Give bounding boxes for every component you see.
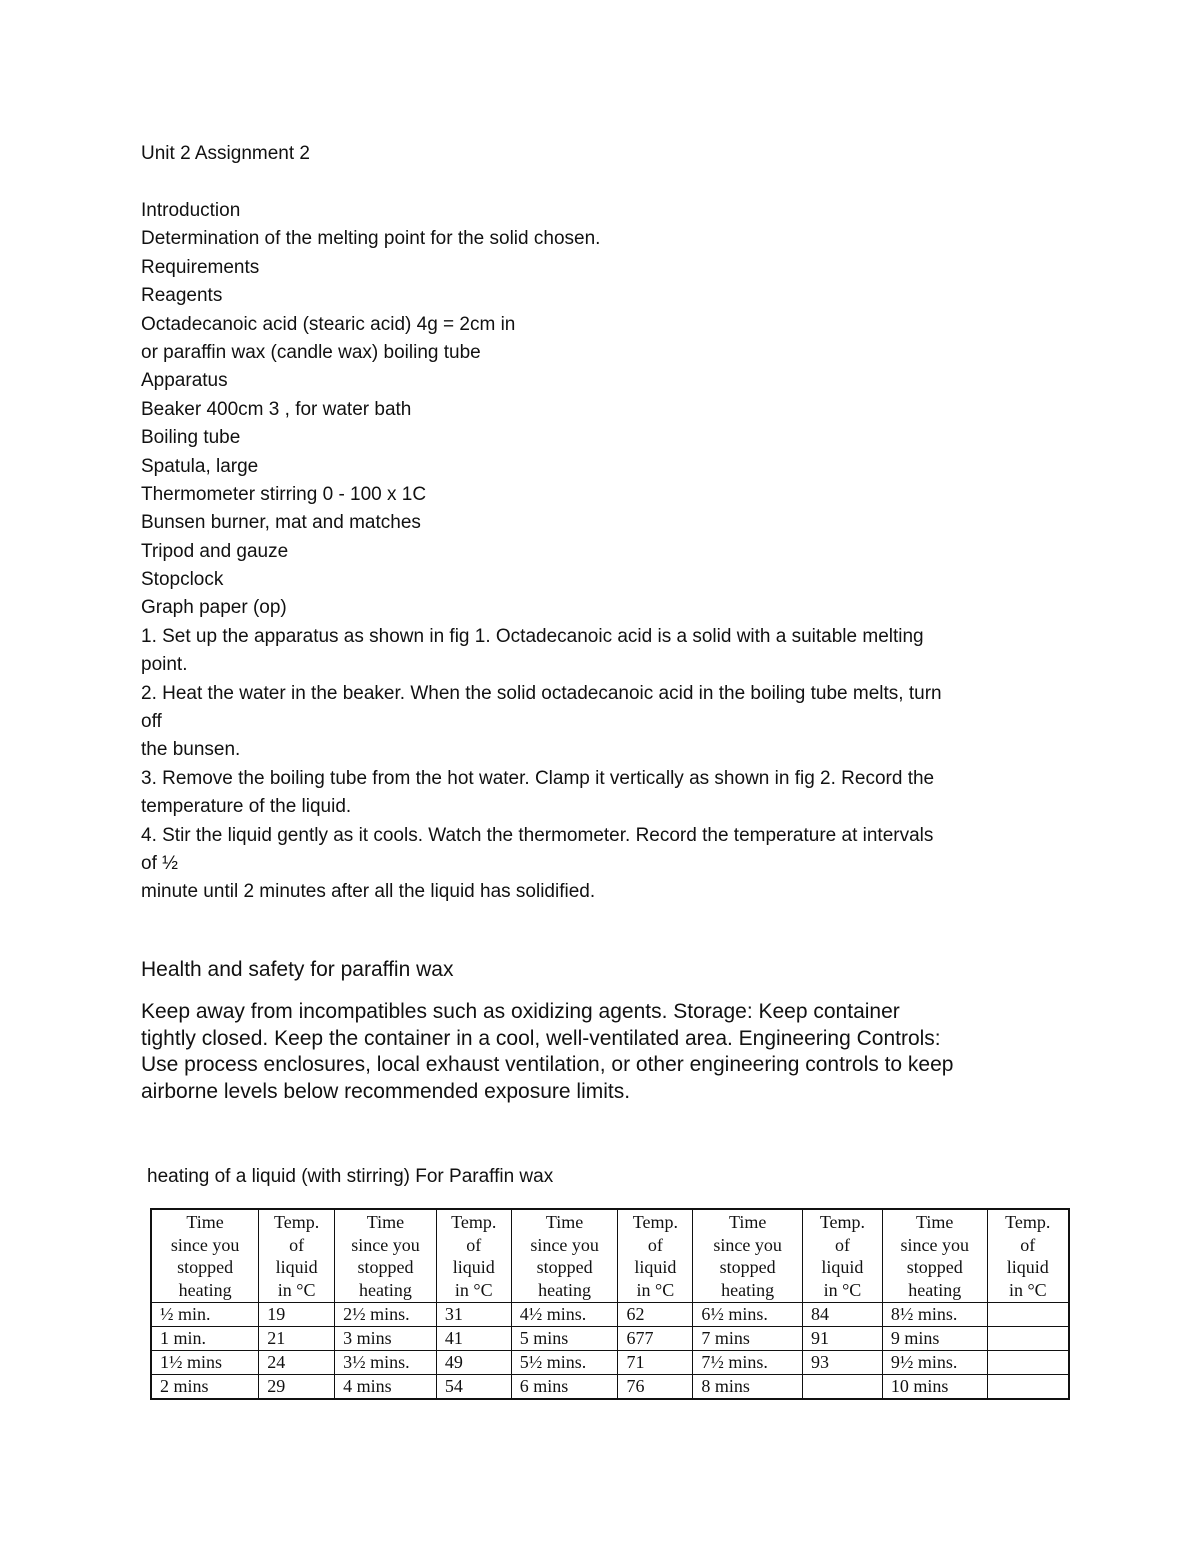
cell-temp <box>803 1375 883 1400</box>
text-line: Apparatus <box>141 370 228 392</box>
cell-time: 1 min. <box>151 1327 259 1351</box>
temperature-table <box>150 1208 1070 1400</box>
header-line: Temp. <box>451 1212 497 1232</box>
text-line: 4. Stir the liquid gently as it cools. Watch the thermometer. Record the temperature at intervals <box>141 824 934 846</box>
header-temp <box>618 1209 693 1303</box>
header-line: liquid <box>1006 1257 1049 1277</box>
cell-time: 8 mins <box>693 1375 803 1400</box>
cell-temp: 49 <box>436 1351 511 1375</box>
cell-time: 4½ mins. <box>511 1303 618 1327</box>
text-line: Requirements <box>141 256 260 278</box>
document-title: Unit 2 Assignment 2 <box>141 143 310 164</box>
cell-time: 7½ mins. <box>693 1351 803 1375</box>
header-line: stopped <box>536 1257 593 1277</box>
text-line: Spatula, large <box>141 455 259 477</box>
text-line: Boiling tube <box>141 427 241 449</box>
header-line: Time <box>186 1212 224 1232</box>
cell-temp <box>987 1327 1069 1351</box>
header-line: since you <box>530 1234 599 1255</box>
header-line: heating <box>358 1279 412 1300</box>
header-temp <box>436 1209 511 1303</box>
header-line: stopped <box>719 1257 776 1277</box>
table-row <box>151 1303 1069 1327</box>
cell-time: 6 mins <box>511 1375 618 1400</box>
header-line: Time <box>366 1212 405 1232</box>
header-line: heating <box>178 1279 232 1300</box>
cell-time: 3½ mins. <box>335 1351 437 1375</box>
cell-temp: 19 <box>259 1303 335 1327</box>
header-line: heating <box>908 1279 962 1300</box>
cell-time: 7 mins <box>693 1327 803 1351</box>
header-line: of <box>834 1234 850 1255</box>
text-line: off <box>141 711 162 733</box>
header-line: since you <box>351 1234 420 1255</box>
header-line: heating <box>721 1279 775 1300</box>
header-line: Temp. <box>632 1212 678 1232</box>
text-line: Reagents <box>141 285 223 307</box>
text-line: of ½ <box>141 852 178 874</box>
text-line: the bunsen. <box>141 739 241 761</box>
header-line: Time <box>728 1212 767 1232</box>
table-row <box>151 1327 1069 1351</box>
text-line: Bunsen burner, mat and matches <box>141 512 421 534</box>
cell-temp: 71 <box>618 1351 693 1375</box>
header-line: heating <box>538 1279 592 1300</box>
cell-time: 9 mins <box>882 1327 987 1351</box>
text-line: 1. Set up the apparatus as shown in fig 1. Octadecanoic acid is a solid with a suitable melting <box>141 625 924 647</box>
header-line: in °C <box>636 1279 675 1300</box>
header-line: in °C <box>277 1279 316 1300</box>
cell-time: 5 mins <box>511 1327 618 1351</box>
header-line: in °C <box>823 1279 862 1300</box>
cell-time: 10 mins <box>882 1375 987 1400</box>
header-time <box>882 1209 987 1303</box>
header-time <box>335 1209 437 1303</box>
header-line: liquid <box>275 1257 318 1277</box>
cell-time: 2½ mins. <box>335 1303 437 1327</box>
header-time <box>693 1209 803 1303</box>
text-line: Thermometer stirring 0 - 100 x 1C <box>141 483 427 505</box>
cell-temp <box>987 1375 1069 1400</box>
text-line: point. <box>141 654 188 676</box>
header-line: Temp. <box>274 1212 320 1232</box>
text-line: Graph paper (op) <box>141 597 287 619</box>
header-line: stopped <box>357 1257 414 1277</box>
table-row <box>151 1375 1069 1400</box>
cell-temp: 29 <box>259 1375 335 1400</box>
header-temp <box>987 1209 1069 1303</box>
text-line: or paraffin wax (candle wax) boiling tube <box>141 341 481 363</box>
cell-time: ½ min. <box>151 1303 259 1327</box>
cell-temp: 93 <box>803 1351 883 1375</box>
header-temp <box>803 1209 883 1303</box>
header-line: since you <box>170 1234 240 1255</box>
cell-temp: 62 <box>618 1303 693 1327</box>
text-line: minute until 2 minutes after all the liquid has solidified. <box>141 881 596 903</box>
header-line: liquid <box>452 1257 495 1277</box>
cell-temp: 54 <box>436 1375 511 1400</box>
cell-time: 9½ mins. <box>882 1351 987 1375</box>
header-line: liquid <box>821 1257 864 1277</box>
cell-time: 4 mins <box>335 1375 437 1400</box>
cell-time: 3 mins <box>335 1327 437 1351</box>
cell-time: 2 mins <box>151 1375 259 1400</box>
header-line: of <box>466 1234 482 1255</box>
header-line: Time <box>545 1212 584 1232</box>
cell-temp: 21 <box>259 1327 335 1351</box>
text-line: Introduction <box>141 200 241 221</box>
cell-time: 8½ mins. <box>882 1303 987 1327</box>
table-caption: heating of a liquid (with stirring) For Paraffin wax <box>147 1166 554 1187</box>
table-row <box>151 1351 1069 1375</box>
health-safety-line: Use process enclosures, local exhaust ventilation, or other engineering controls to keep <box>141 1053 954 1076</box>
cell-temp: 84 <box>803 1303 883 1327</box>
header-line: in °C <box>1008 1279 1047 1300</box>
header-time <box>151 1209 259 1303</box>
header-line: Temp. <box>819 1212 866 1232</box>
health-safety-heading: Health and safety for paraffin wax <box>141 958 454 981</box>
health-safety-line: airborne levels below recommended exposure limits. <box>141 1079 631 1103</box>
cell-temp: 76 <box>618 1375 693 1400</box>
header-temp <box>259 1209 335 1303</box>
table-header-row <box>151 1209 1069 1303</box>
cell-temp: 677 <box>618 1327 693 1351</box>
cell-temp <box>987 1303 1069 1327</box>
table-body <box>151 1303 1069 1400</box>
health-safety-line: tightly closed. Keep the container in a cool, well-ventilated area. Engineering Controls: <box>141 1026 941 1050</box>
text-line: Tripod and gauze <box>141 540 289 562</box>
cell-temp: 91 <box>803 1327 883 1351</box>
header-line: stopped <box>906 1257 963 1277</box>
header-line: since you <box>713 1234 782 1255</box>
text-line: temperature of the liquid. <box>141 796 352 818</box>
cell-time: 1½ mins <box>151 1351 259 1375</box>
cell-temp: 41 <box>436 1327 511 1351</box>
health-safety-line: Keep away from incompatibles such as oxidizing agents. Storage: Keep container <box>141 1000 900 1023</box>
text-line: 2. Heat the water in the beaker. When the solid octadecanoic acid in the boiling tube melts, turn <box>141 682 942 704</box>
cell-time: 5½ mins. <box>511 1351 618 1375</box>
header-line: of <box>647 1234 663 1255</box>
header-line: stopped <box>177 1257 234 1277</box>
cell-temp: 24 <box>259 1351 335 1375</box>
header-line: of <box>289 1234 305 1255</box>
text-line: Determination of the melting point for the solid chosen. <box>141 228 601 250</box>
header-line: liquid <box>634 1257 677 1277</box>
header-line: of <box>1020 1234 1036 1255</box>
header-time <box>511 1209 618 1303</box>
text-line: Stopclock <box>141 569 224 591</box>
header-line: since you <box>900 1234 969 1255</box>
cell-temp <box>987 1351 1069 1375</box>
cell-temp: 31 <box>436 1303 511 1327</box>
text-line: 3. Remove the boiling tube from the hot water. Clamp it vertically as shown in fig 2. Record the <box>141 767 935 789</box>
header-line: in °C <box>454 1279 493 1300</box>
header-line: Time <box>916 1212 954 1232</box>
cell-time: 6½ mins. <box>693 1303 803 1327</box>
health-safety-text <box>141 999 1071 1105</box>
header-line: Temp. <box>1005 1212 1051 1232</box>
text-line: Octadecanoic acid (stearic acid) 4g = 2cm in <box>141 313 516 335</box>
text-line: Beaker 400cm 3 , for water bath <box>141 398 412 420</box>
procedure-text <box>141 197 1061 907</box>
